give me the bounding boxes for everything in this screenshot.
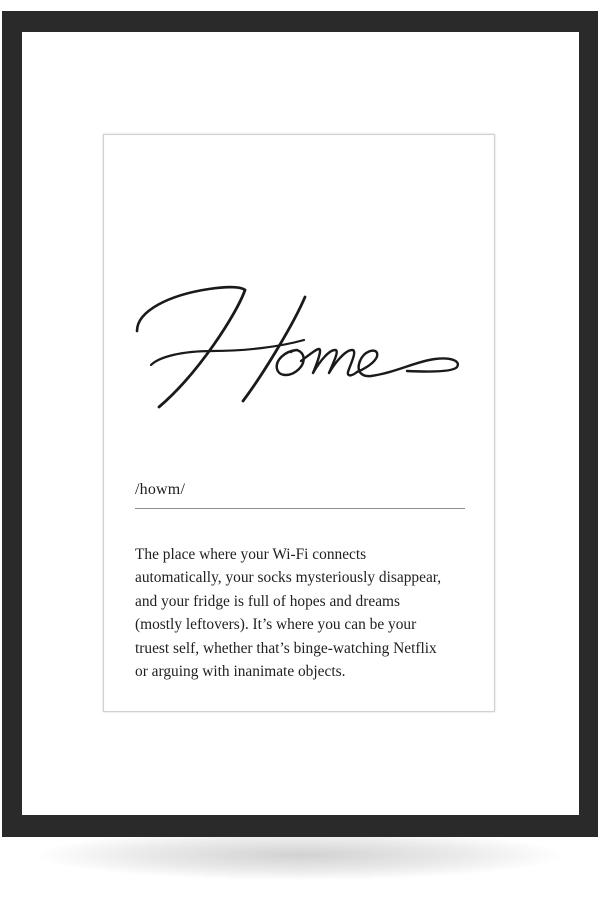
definition-line: or arguing with inanimate objects.: [135, 663, 346, 681]
definition-line: truest self, whether that’s binge-watching Netflix: [135, 639, 437, 657]
frame-mat: [22, 32, 579, 815]
frame-shadow: [40, 830, 560, 880]
picture-frame: [2, 11, 598, 837]
divider-rule: [135, 508, 465, 509]
script-title-home: [129, 273, 469, 423]
definition-line: automatically, your socks mysteriously disappear,: [135, 569, 442, 587]
phonetic-spelling: /howm/: [135, 481, 186, 498]
definition-text: [135, 543, 471, 683]
definition-line: The place where your Wi-Fi connects: [135, 546, 367, 563]
definition-line: and your fridge is full of hopes and dreams: [135, 592, 400, 610]
poster-print: [103, 134, 495, 712]
definition-line: (mostly leftovers). It’s where you can be your: [135, 616, 417, 634]
